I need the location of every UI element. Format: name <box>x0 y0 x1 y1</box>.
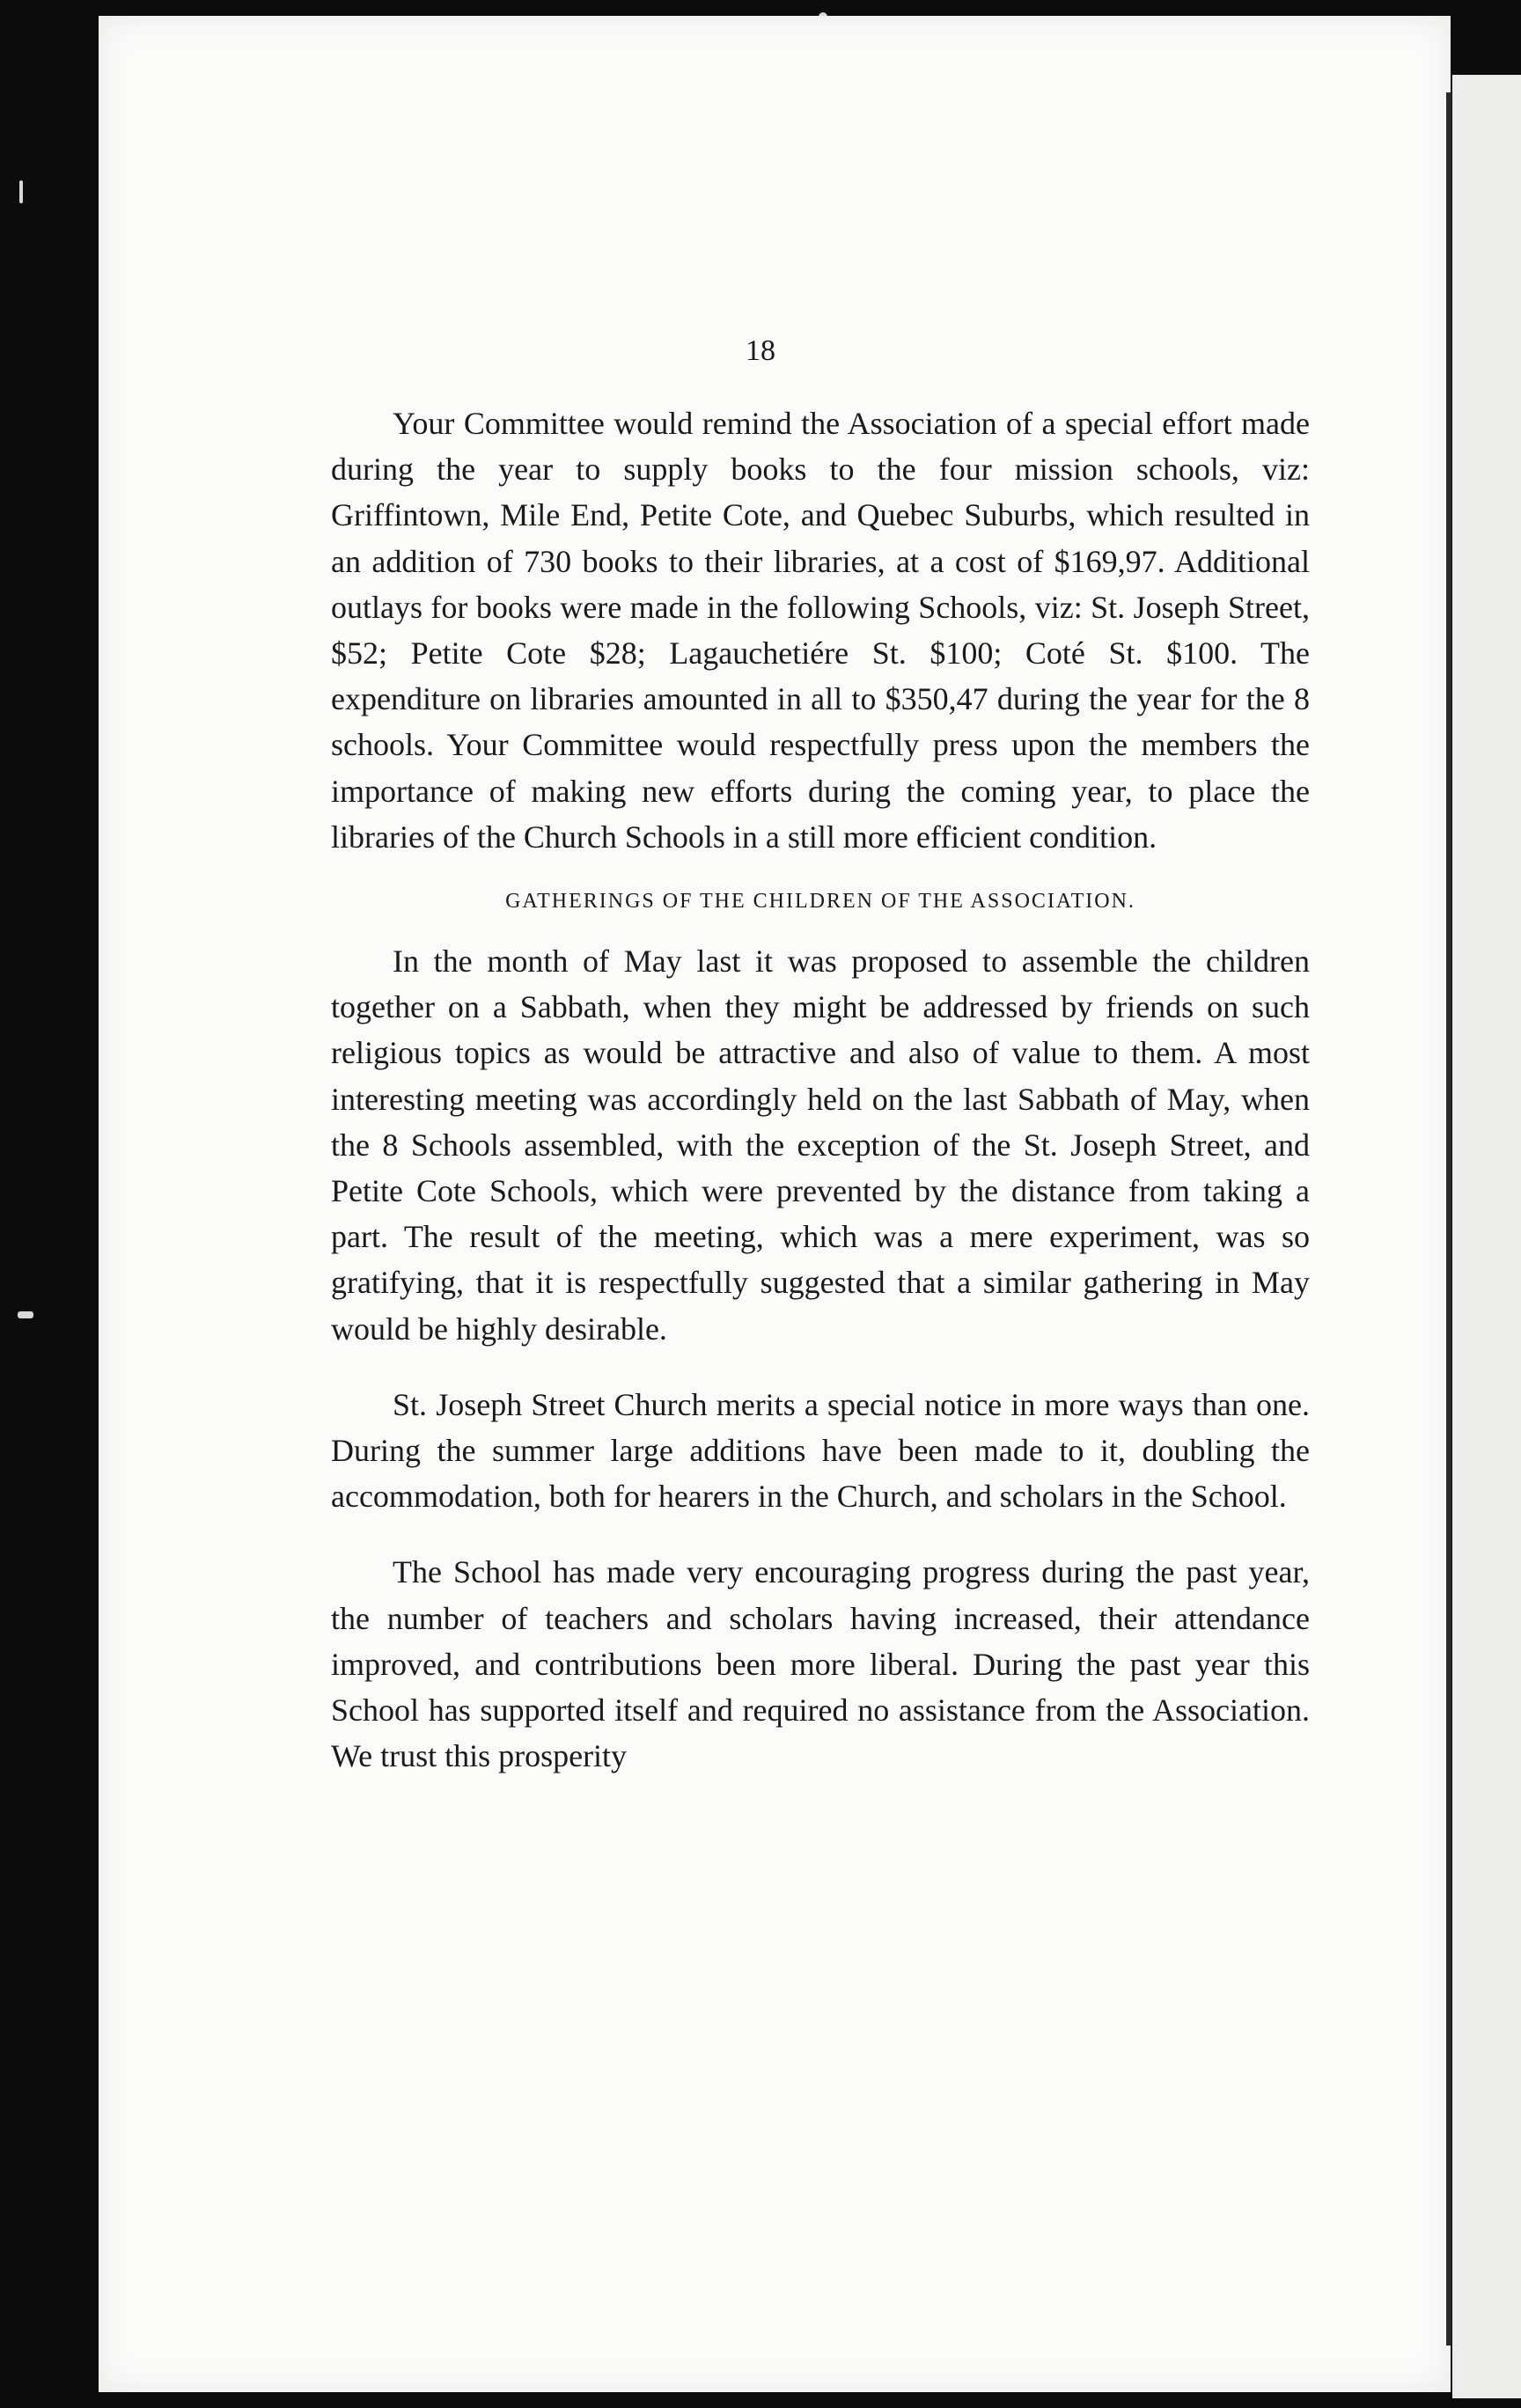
page-number: 18 <box>746 334 775 367</box>
page-body <box>331 400 1310 1809</box>
adjacent-page-edge <box>1452 75 1521 2398</box>
paragraph-children-gathering: In the month of May last it was proposed to assemble the children together on a Sabbath, when they might be addressed by friends on such religious topics as would be attractive and also of value to them. A most interesting meeting was accordingly held on the last Sabbath of May, when the 8 Schools assembled, with the exception of the St. Joseph Street, and Petite Cote Schools, which were prevented by the distance from taking a part. The result of the meeting, which was a mere experiment, was so gratifying, that it is respectfully suggested that a similar gathering in May would be highly desirable. <box>331 943 1310 1347</box>
scan-dust-speck <box>18 1311 33 1318</box>
paragraph-school-progress: The School has made very encouraging progress during the past year, the number of teachers and scholars having increased, their attendance improved, and contributions been more liberal. During the past year this School has supported itself and required no assistance from the Association. We trust this prosperity <box>331 1554 1310 1774</box>
paragraph-library-books: Your Committee would remind the Association of a special effort made during the year to supply books to the four mission schools, viz: Griffintown, Mile End, Petite Cote, and Quebec Suburbs, which resulted in an addition of 730 books to their libraries, at a cost of $169,97. Additional outlays for books were made in the following Schools, viz: St. Joseph Street, $52; Petite Cote $28; Lagauchetiére St. $100; Coté St. $100. The expenditure on libraries amounted in all to $350,47 during the year for the 8 schools. Your Committee would respectfully press upon the members the importance of making new efforts during the coming year, to place the libraries of the Church Schools in a still more efficient condition. <box>331 406 1310 855</box>
paragraph-st-joseph-church: St. Joseph Street Church merits a special notice in more ways than one. During the summer large additions have been made to it, doubling the accommodation, both for hearers in the Church, and scholars in the School. <box>331 1386 1310 1515</box>
page-gutter-shadow <box>1446 92 1451 2346</box>
section-heading: GATHERINGS OF THE CHILDREN OF THE ASSOCIATION. <box>505 890 1135 914</box>
scan-dust-speck <box>19 180 23 203</box>
